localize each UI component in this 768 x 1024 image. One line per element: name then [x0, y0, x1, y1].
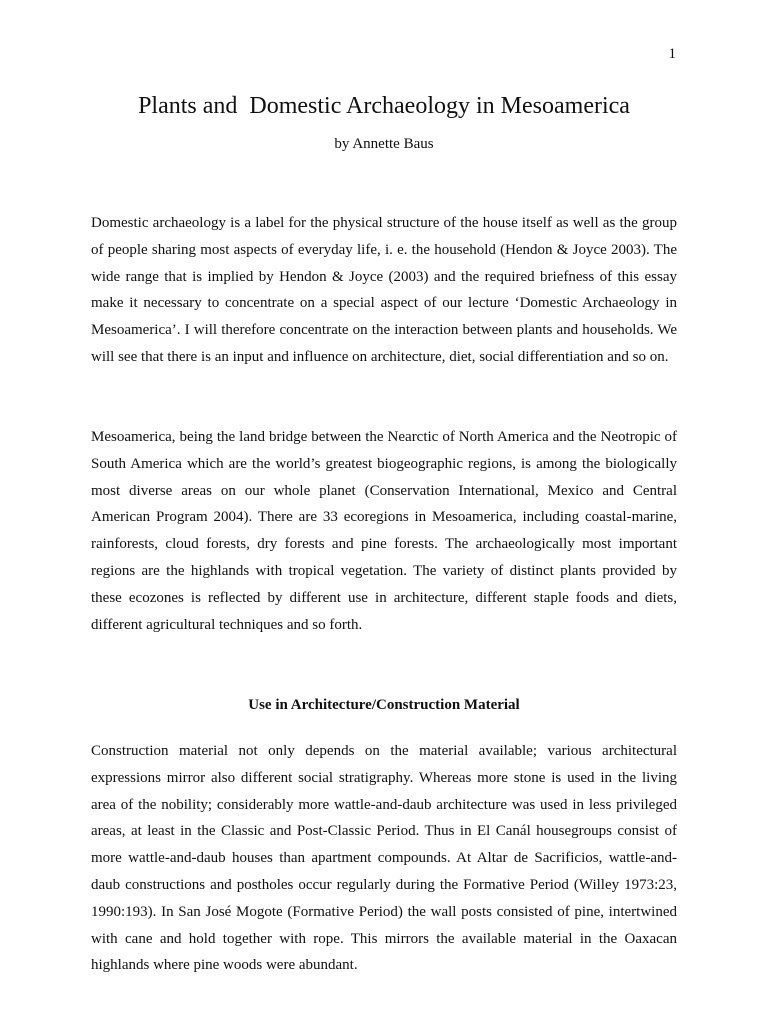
- body-paragraph: Domestic archaeology is a label for the physical structure of the house itself as well as the group of people sharing most aspects of everyday life, i. e. the household (Hendon & Joyce 2003). The wide range that is implied by Hendon & Joyce (2003) and the required briefness of this essay make it necessary to concentrate on a special aspect of our lecture ‘Domestic Archaeology in Mesoamerica’. I will therefore concentrate on the interaction between plants and households. We will see that there is an input and influence on architecture, diet, social differentiation and so on.: [91, 215, 677, 365]
- section-heading: Use in Architecture/Construction Material: [248, 697, 520, 713]
- page-number: 1: [668, 46, 676, 62]
- document-title: Plants and Domestic Archaeology in Mesoamerica: [138, 93, 630, 119]
- author-byline: by Annette Baus: [334, 136, 434, 152]
- body-paragraph: Mesoamerica, being the land bridge between the Nearctic of North America and the Neotropic of South America which are the world’s greatest biogeographic regions, is among the biologically most diverse areas on our whole planet (Conservation International, Mexico and Central American Program 2004). There are 33 ecoregions in Mesoamerica, including coastal-marine, rainforests, cloud forests, dry forests and pine forests. The archaeologically most important regions are the highlands with tropical vegetation. The variety of distinct plants provided by these ecozones is reflected by different use in architecture, different staple foods and diets, different agricultural techniques and so forth.: [91, 429, 677, 633]
- body-paragraph: Construction material not only depends on the material available; various architectural expressions mirror also different social stratigraphy. Whereas more stone is used in the living area of the nobility; considerably more wattle-and-daub architecture was used in less privileged areas, at least in the Classic and Post-Classic Period. Thus in El Canál housegroups consist of more wattle-and-daub houses than apartment compounds. At Altar de Sacrificios, wattle-and-daub constructions and postholes occur regularly during the Formative Period (Willey 1973:23, 1990:193). In San José Mogote (Formative Period) the wall posts consisted of pine, intertwined with cane and hold together with rope. This mirrors the available material in the Oaxacan highlands where pine woods were abundant.: [91, 743, 677, 974]
